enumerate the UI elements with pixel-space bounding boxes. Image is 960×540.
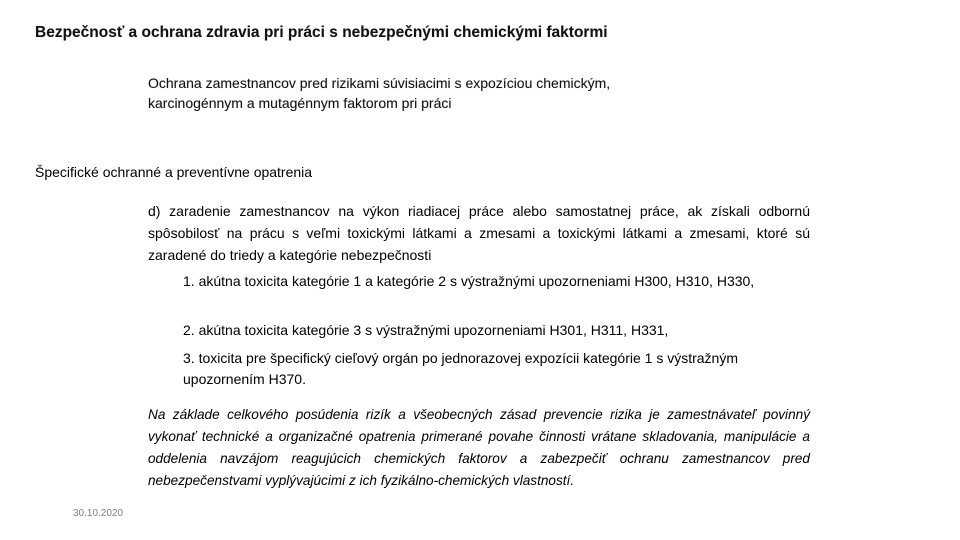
conclusion-paragraph: Na základe celkového posúdenia rizík a všeobecných zásad prevencie rizika je zamestnávateľ povinný vykonať technické a organizačné opatrenia primerané povahe činnosti vrátane skladovania, manipulácie a oddelenia navzájom reagujúcich chemických faktorov a zabezpečiť ochranu zamestnancov pred nebezpečenstvami vyplývajúcimi z ich fyzikálno-chemických vlastností.	[148, 407, 810, 488]
list-item-2: 2. akútna toxicita kategórie 3 s výstražnými upozorneniami H301, H311, H331,	[183, 322, 669, 338]
slide-title: Bezpečnosť a ochrana zdravia pri práci s nebezpečnými chemickými faktormi	[35, 24, 608, 41]
list-item-3: 3. toxicita pre špecifický cieľový orgán po jednorazovej expozícii kategórie 1 s výstražným upozornením H370.	[183, 350, 739, 387]
subtitle-line-2: karcinogénnym a mutagénnym faktorom pri práci	[148, 95, 452, 111]
footer-date: 30.10.2020	[73, 508, 124, 519]
section-heading: Špecifické ochranné a preventívne opatrenia	[35, 164, 313, 180]
list-item-1: 1. akútna toxicita kategórie 1 a kategórie 2 s výstražnými upozorneniami H300, H310, H330,	[183, 273, 755, 289]
slide-subtitle	[148, 73, 828, 113]
paragraph-d: d) zaradenie zamestnancov na výkon riadiacej práce alebo samostatnej práce, ak získali odbornú spôsobilosť na prácu s veľmi toxickými látkami a zmesami a toxickými látkami a zmesami, ktoré sú zaradené do triedy a kategórie nebezpečnosti	[148, 203, 810, 263]
subtitle-line-1: Ochrana zamestnancov pred rizikami súvisiacimi s expozíciou chemickým,	[148, 75, 611, 91]
